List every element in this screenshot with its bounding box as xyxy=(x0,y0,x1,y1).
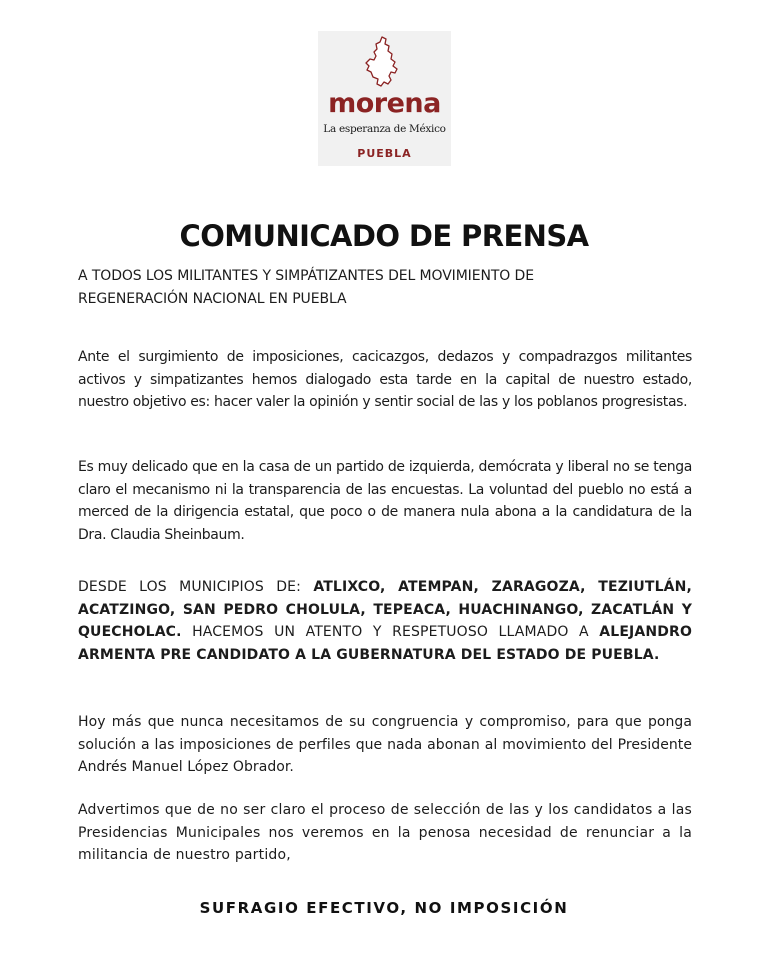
puebla-state-outline-icon xyxy=(362,35,406,95)
closing-slogan: SUFRAGIO EFECTIVO, NO IMPOSICIÓN xyxy=(199,899,569,917)
morena-puebla-logo xyxy=(318,31,451,166)
paragraph-5: Advertimos que de no ser claro el proceso de selección de las y los candidatos a las Presidencias Municipales nos veremos en la penosa necesidad de renunciar a la militancia de nuestro partido, xyxy=(78,802,692,863)
addressee-line-1: A TODOS LOS MILITANTES Y SIMPÁTIZANTES DEL MOVIMIENTO DE xyxy=(78,268,534,284)
paragraph-3-middle: HACEMOS UN ATENTO Y RESPETUOSO LLAMADO A xyxy=(181,624,600,640)
call-recipient: ALEJANDRO ARMENTA PRE CANDIDATO A LA GUBERNATURA DEL ESTADO DE PUEBLA. xyxy=(78,624,692,663)
paragraph-4: Hoy más que nunca necesitamos de su congruencia y compromiso, para que ponga solución a las imposiciones de perfiles que nada abonan al movimiento del Presidente Andrés Manuel López Obrador. xyxy=(78,714,692,775)
paragraph-3 xyxy=(78,576,692,666)
paragraph-1: Ante el surgimiento de imposiciones, cacicazgos, dedazos y compadrazgos militantes activos y simpatizantes hemos dialogado esta tarde en la capital de nuestro estado, nuestro objetivo es: hacer valer la opinión y sentir social de las y los poblanos progresistas. xyxy=(78,349,692,410)
paragraph-3-lead: DESDE LOS MUNICIPIOS DE: xyxy=(78,579,314,595)
brand-wordmark: morena xyxy=(328,88,441,119)
brand-tagline: La esperanza de México xyxy=(323,123,446,135)
brand-state-label: PUEBLA xyxy=(357,147,412,160)
addressee-block xyxy=(78,265,638,311)
document-title: COMUNICADO DE PRENSA xyxy=(179,219,589,253)
paragraph-2: Es muy delicado que en la casa de un partido de izquierda, demócrata y liberal no se tenga claro el mecanismo ni la transparencia de las encuestas. La voluntad del pueblo no está a merced de la dirigencia estatal, que poco o de manera nula abona a la candidatura de la Dra. Claudia Sheinbaum. xyxy=(78,459,692,543)
addressee-line-2: REGENERACIÓN NACIONAL EN PUEBLA xyxy=(78,291,347,307)
municipalities-list: ATLIXCO, ATEMPAN, ZARAGOZA, TEZIUTLÁN, ACATZINGO, SAN PEDRO CHOLULA, TEPEACA, HUACHINANGO, ZACATLÁN Y QUECHOLAC. xyxy=(78,579,692,640)
